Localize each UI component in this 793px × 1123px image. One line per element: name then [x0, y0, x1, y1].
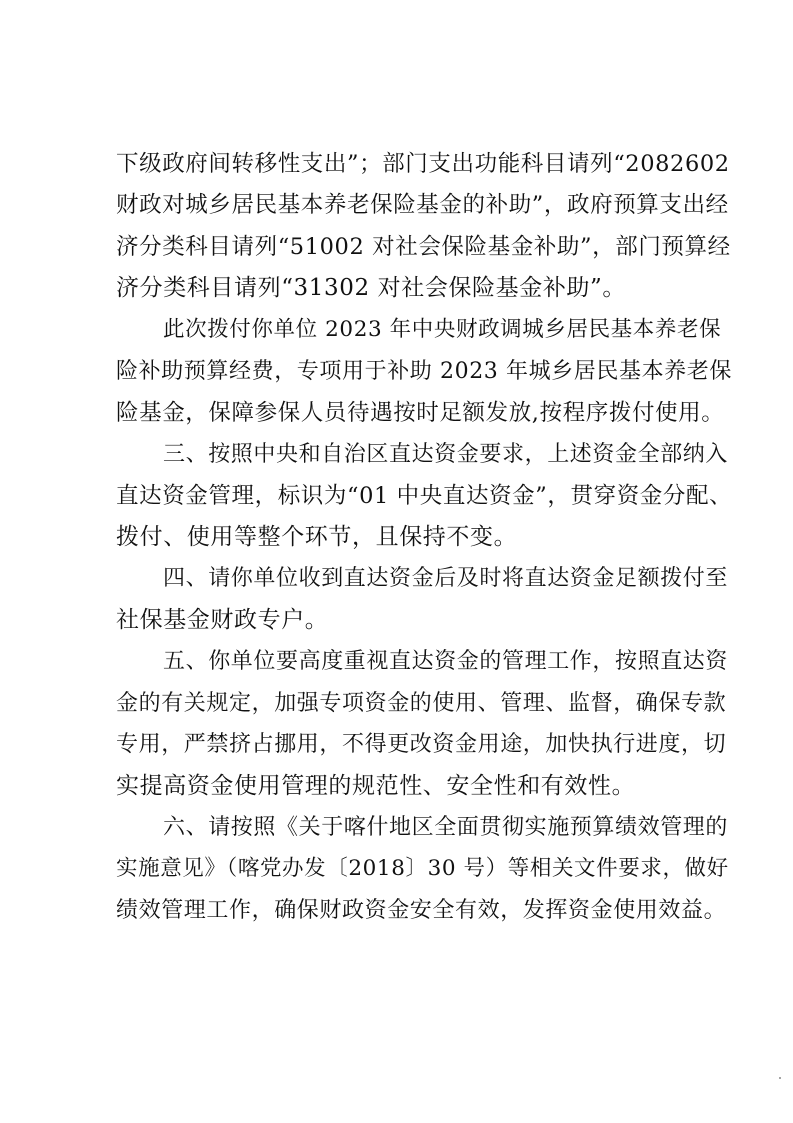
text-line: 直达资金管理，标识为“01 中央直达资金”，贯穿资金分配、 — [116, 483, 733, 509]
scan-speck — [779, 1077, 781, 1079]
text-line: 实施意见》（喀党办发〔2018〕30 号）等相关文件要求，做好 — [116, 856, 729, 881]
text-line: 六、请按照《关于喀什地区全面贯彻实施预算绩效管理的 — [163, 815, 729, 840]
text-line: 险基金，保障参保人员待遇按时足额发放,按程序拨付使用。 — [116, 400, 725, 426]
text-line: 四、请你单位收到直达资金后及时将直达资金足额拨付至 — [163, 566, 729, 591]
text-line: 险补助预算经费，专项用于补助 2023 年城乡居民基本养老保 — [116, 359, 732, 384]
text-line: 专用，严禁挤占挪用，不得更改资金用途，加快执行进度，切 — [116, 732, 727, 757]
text-line: 绩效管理工作，确保财政资金安全有效，发挥资金使用效益。 — [116, 898, 727, 923]
text-line: 下级政府间转移性支出”；部门支出功能科目请列“2082602 — [116, 151, 730, 177]
text-line: 实提高资金使用管理的规范性、安全性和有效性。 — [116, 773, 636, 799]
text-line: 财政对城乡居民基本养老保险基金的补助”，政府预算支出经 — [116, 192, 729, 218]
text-line: 济分类科目请列“31302 对社会保险基金补助”。 — [116, 275, 626, 301]
text-line: 济分类科目请列“51002 对社会保险基金补助”，部门预算经 — [116, 234, 731, 260]
text-line: 拨付、使用等整个环节，且保持不变。 — [116, 524, 518, 550]
text-line: 此次拨付你单位 2023 年中央财政调城乡居民基本养老保 — [163, 317, 722, 342]
text-line: 五、你单位要高度重视直达资金的管理工作，按照直达资 — [163, 649, 729, 674]
text-line: 社保基金财政专户。 — [116, 607, 329, 633]
text-line: 三、按照中央和自治区直达资金要求，上述资金全部纳入 — [163, 442, 729, 467]
text-line: 金的有关规定，加强专项资金的使用、管理、监督，确保专款 — [116, 691, 727, 716]
